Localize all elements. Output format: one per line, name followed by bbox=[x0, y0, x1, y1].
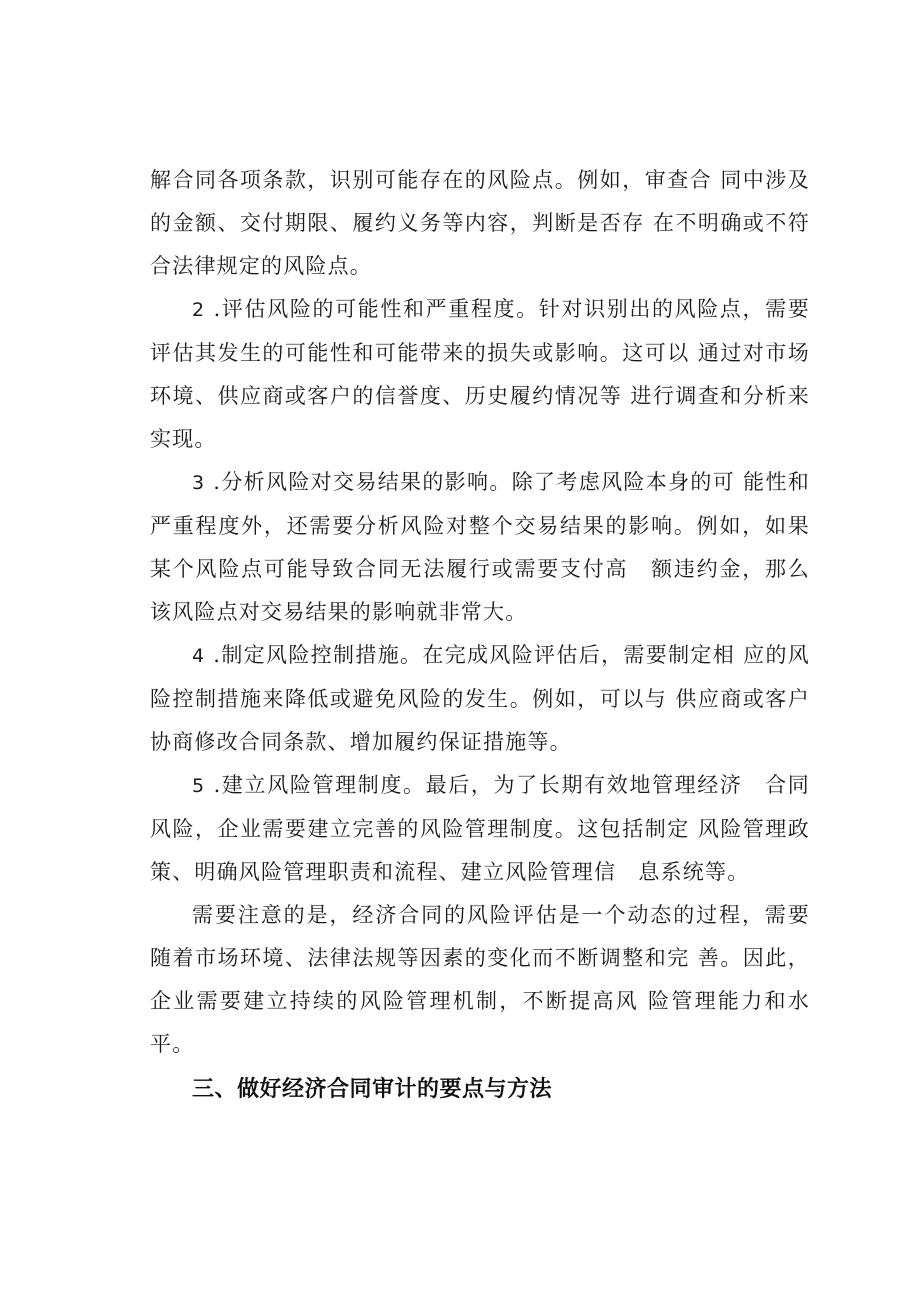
paragraph-text: 需要注意的是，经济合同的风险评估是一个动态的过程，需要随着市场环境、法律法规等因素的变化而不断调整和完 善。因此，企业需要建立持续的风险管理机制，不断提高风 险管理能力和水平。 bbox=[150, 903, 810, 1056]
paragraph-text: 解合同各项条款，识别可能存在的风险点。例如，审查合 同中涉及的金额、交付期限、履约义务等内容，判断是否存 在不明确或不符合法律规定的风险点。 bbox=[150, 168, 810, 278]
paragraph-continuation bbox=[150, 159, 810, 288]
paragraph-text: .分析风险对交易结果的影响。除了考虑风险本身的可 能性和严重程度外，还需要分析风险对整个交易结果的影响。例如，如果某个风险点可能导致合同无法履行或需要支付高 额违约金，那么该风险点对交易结果的影响就非常大。 bbox=[150, 470, 810, 624]
paragraph-text: .建立风险管理制度。最后，为了长期有效地管理经济 合同风险，企业需要建立完善的风险管理制度。这包括制定 风险管理政策、明确风险管理职责和流程、建立风险管理信 息系统等。 bbox=[150, 773, 810, 884]
paragraph-note bbox=[150, 894, 810, 1066]
paragraph-text: .评估风险的可能性和严重程度。针对识别出的风险点，需要评估其发生的可能性和可能带来的损失或影响。这可以 通过对市场环境、供应商或客户的信誉度、历史履约情况等 进行调查和分析来实现。 bbox=[150, 297, 810, 451]
item-number: 3 bbox=[192, 472, 206, 494]
section-heading: 三、做好经济合同审计的要点与方法 bbox=[192, 1077, 553, 1102]
item-number: 4 bbox=[192, 645, 206, 667]
document-body bbox=[150, 159, 810, 1111]
paragraph-item-4 bbox=[150, 634, 810, 764]
paragraph-text: .制定风险控制措施。在完成风险评估后，需要制定相 应的风险控制措施来降低或避免风险的发生。例如，可以与 供应商或客户协商修改合同条款、增加履约保证措施等。 bbox=[150, 643, 810, 754]
paragraph-item-5 bbox=[150, 764, 810, 894]
paragraph-item-3 bbox=[150, 461, 810, 634]
item-number: 2 bbox=[192, 299, 206, 321]
item-number: 5 bbox=[192, 775, 206, 797]
paragraph-item-2 bbox=[150, 288, 810, 461]
